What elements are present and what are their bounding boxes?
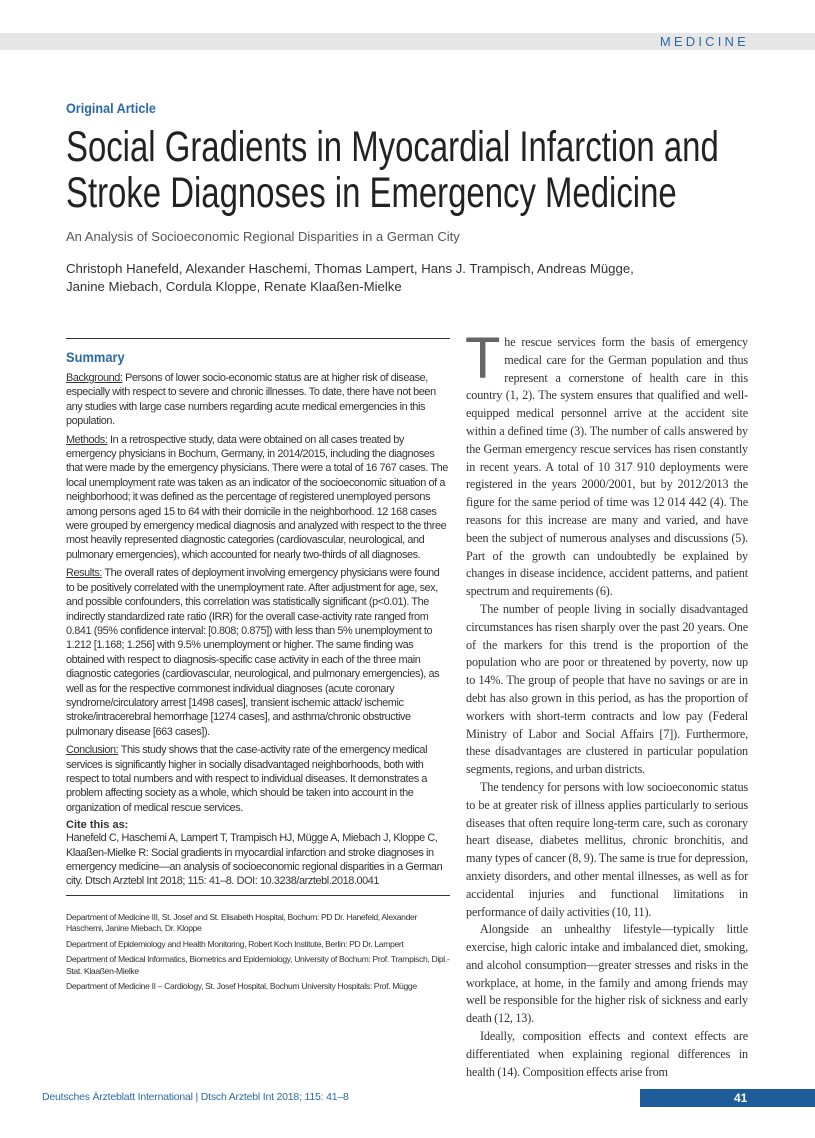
page-number-bar (640, 1089, 815, 1107)
text: The overall rates of deployment involving emergency physicians were found to be positively correlated with the unemployment rate. After adjustment for age, sex, and possible confounders, this correlation was statistically significant (p<0.01). The indirectly standardized rate ratio (IRR) for the overall case-activity rate ranged from 0.841 (95% confidence interval: [0.808; 0.875]) with less than 5% unemployment to 1.212 [1.168; 1.256] with 9.5% unemployment or higher. The same finding was obtained with respect to diagnosis-specific case activity in each of the three main diagnostic categories (cardiovascular, neurological, and pulmonary emergencies), as well as for the respective commonest individual diagnoses (acute coronary syndrome/circulatory arrest [1498 cases], transient ischemic attack/ ischemic stroke/intracerebral hemorrhage [1274 cases], and asthma/chronic obstructive pulmonary disease [663 cases]). (66, 567, 440, 738)
label: Results: (66, 567, 102, 580)
summary-background (66, 371, 450, 429)
footer-journal: Deutsches Ärzteblatt International | Dtsch Arztebl Int 2018; 115: 41–8 (42, 1091, 349, 1103)
article-subtitle: An Analysis of Socioeconomic Regional Disparities in a German City (66, 229, 460, 244)
body-paragraph (465, 326, 748, 601)
label: Background: (66, 372, 123, 384)
author-list (66, 260, 666, 296)
title-line: Social Gradients in Myocardial Infarction and (66, 123, 719, 171)
summary-box (66, 338, 450, 997)
article-title (66, 124, 815, 216)
label: Conclusion: (66, 744, 119, 757)
page-number: 41 (734, 1091, 748, 1105)
body-paragraph: The number of people living in socially disadvantaged circumstances has risen sharply over the past 20 years. One of the markers for this trend is the proportion of the population who are poor or threatened by poverty, now up to 14%. The group of people that have no savings or are in debt has also grown in this period, as has the proportion of workers with short-term contracts and low pay (Federal Ministry of Labor and Social Affairs [7]). Furthermore, these disadvantages are clustered in particular population segments, regions, and urban districts. (466, 601, 748, 777)
body-text (465, 326, 748, 1081)
title-line: Stroke Diagnoses in Emergency Medicine (66, 169, 677, 217)
text: he rescue services form the basis of emergency medical care for the German population and thus represent a cornerstone of health care in this country (1, 2). The system ensures that qualified and well-equipped medical personnel arrive at the accident site within a defined time (3). The number of calls answered by the German emergency rescue services has risen constantly in recent years. A total of 10 317 910 deployments were registered in the years 2000/2001, but by 2012/2013 the figure for the same period of time was 12 014 442 (4). The reasons for this increase are many and varied, and have been the subject of numerous analyses and discussions (5). Part of the growth can undoubtedly be explained by changes in disease incidence, accident patterns, and patient spectrum and requirements (6). (466, 335, 748, 599)
text: Persons of lower socio-economic status are at higher risk of disease, especially with respect to severe and chronic illnesses. To date, there have not been any studies with large case numbers regarding acute medical emergencies in this population. (66, 372, 436, 428)
affiliation: Department of Medical Informatics, Biometrics and Epidemiology, University of Bochum: Prof. Trampisch, Dipl.-Stat. Klaaßen-Mielke (66, 954, 450, 976)
divider (66, 338, 450, 339)
affiliations (66, 912, 450, 993)
body-paragraph: Alongside an unhealthy lifestyle—typically little exercise, high caloric intake and imbalanced diet, smoking, and alcohol consumption—greater stresses and risks in the workplace, at home, in the family and among friends may well be responsible for the higher risk of sickness and early death (12, 13). (466, 922, 748, 1026)
summary-heading: Summary (66, 349, 125, 365)
body-paragraph: The tendency for persons with low socioeconomic status to be at greater risk of illness applies particularly to serious diseases that often require long-term care, such as coronary heart disease, diabetes mellitus, chronic bronchitis, and many types of cancer (8, 9). The same is true for depression, anxiety disorders, and other mental illnesses, as well as for accidental injuries and functional limitations in performance of daily activities (10, 11). (466, 779, 748, 919)
affiliation: Department of Epidemiology and Health Monitoring, Robert Koch Institute, Berlin: PD Dr. Lampert (66, 938, 404, 949)
text: In a retrospective study, data were obtained on all cases treated by emergency physicians in Bochum, Germany, in 2014/2015, including the diagnoses that were made by the emergency physicians. There were a total of 16 767 cases. The local unemployment rate was taken as an indicator of the socioeconomic situation of a neighborhood; it was defined as the percentage of registered unemployed persons among persons aged 15 to 64 with their domicile in the neighborhood. 12 168 cases were grouped by emergency medical diagnosis and analyzed with respect to the three most heavily represented diagnostic categories (cardiovascular, neurological, and pulmonary emergencies), which accounted for nearly two-thirds of all diagnoses. (66, 433, 448, 561)
authors-line: Christoph Hanefeld, Alexander Haschemi, Thomas Lampert, Hans J. Trampisch, Andreas Mügge, (66, 261, 634, 276)
label: Methods: (66, 433, 108, 446)
affiliation: Department of Medicine III, St. Josef and St. Elisabeth Hospital, Bochum: PD Dr. Hanefeld, Alexander Haschemi, Janine Miebach, Dr. Kloppe (66, 911, 417, 934)
summary-results (66, 566, 450, 739)
authors-line: Janine Miebach, Cordula Kloppe, Renate Klaaßen-Mielke (66, 279, 402, 294)
summary-methods (66, 433, 450, 563)
drop-cap: T (465, 326, 501, 391)
cite-heading: Cite this as: (66, 819, 129, 832)
text: This study shows that the case-activity rate of the emergency medical services is significantly higher in socially disadvantaged neighborhoods, both with respect to total numbers and with respect to individual diseases. It demonstrates a problem affecting society as a whole, which should be taken into account in the organization of medical rescue services. (66, 744, 428, 814)
citation: Hanefeld C, Haschemi A, Lampert T, Trampisch HJ, Mügge A, Miebach J, Kloppe C, Klaaßen-Mielke R: Social gradients in myocardial infarction and stroke diagnoses in emergency medicine—an analysis of socioeconomic regional disparities in a German city. Dtsch Arztebl Int 2018; 115: 41–8. DOI: 10.3238/arztebl.2018.0041 (66, 832, 443, 888)
divider (66, 895, 450, 896)
article-type: Original Article (66, 100, 156, 116)
body-paragraph: Ideally, composition effects and context effects are differentiated when explaining regional differences in health (14). Composition effects arise from (466, 1029, 748, 1079)
summary-conclusion (66, 743, 450, 815)
affiliation: Department of Medicine II – Cardiology, St. Josef Hospital, Bochum University Hospitals: Prof. Mügge (66, 981, 417, 992)
section-label: MEDICINE (659, 34, 749, 49)
